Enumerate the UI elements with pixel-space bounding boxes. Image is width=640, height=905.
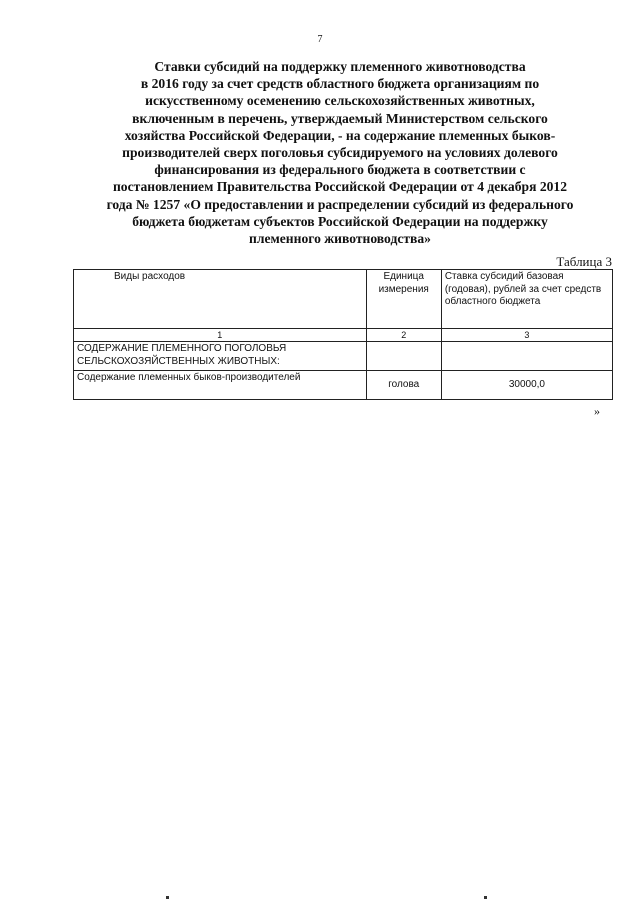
page-number: 7 (317, 34, 323, 45)
empty-cell (366, 342, 441, 371)
title-line: постановлением Правительства Российской Федерации от 4 декабря 2012 (112, 179, 568, 195)
scan-mark (166, 896, 169, 899)
table-caption: Таблица 3 (556, 254, 612, 269)
section-title: СОДЕРЖАНИЕ ПЛЕМЕННОГО ПОГОЛОВЬЯ СЕЛЬСКОХОЗЯЙСТВЕННЫХ ЖИВОТНЫХ: (74, 342, 367, 371)
empty-cell (441, 342, 612, 371)
unit-cell: голова (366, 371, 441, 400)
column-number: 1 (74, 329, 367, 342)
title-line: искусственному осеменению сельскохозяйственных животных, (145, 93, 535, 109)
title-line: Ставки субсидий на поддержку племенного животноводства (154, 59, 526, 74)
title-line: года № 1257 «О предоставлении и распределении субсидий из федерального (106, 196, 574, 212)
title-line: хозяйства Российской Федерации, - на содержание племенных быков- (124, 127, 556, 143)
scan-mark (484, 896, 487, 899)
section-row (74, 342, 613, 371)
title-line: бюджета бюджетам субъектов Российской Федерации на поддержку (132, 213, 548, 229)
rate-cell: 30000,0 (441, 371, 612, 400)
column-number: 2 (366, 329, 441, 342)
table-row (74, 371, 613, 400)
document-title (60, 58, 620, 247)
header-unit: Единица измерения (366, 270, 441, 329)
title-line: производителей сверх поголовья субсидируемого на условиях долевого (122, 145, 558, 161)
subsidy-rates-table (73, 269, 613, 400)
header-rate: Ставка субсидий базовая (годовая), рублей за счет средств областного бюджета (441, 270, 612, 329)
table-header-row (74, 270, 613, 329)
column-number-row (74, 329, 613, 342)
title-line: включенным в перечень, утверждаемый Министерством сельского (132, 110, 548, 126)
column-number: 3 (441, 329, 612, 342)
closing-quote: » (594, 404, 600, 418)
header-expense-type: Виды расходов (74, 270, 367, 329)
title-line: финансирования из федерального бюджета в соответствии с (154, 162, 526, 178)
title-line: племенного животноводства» (249, 231, 431, 247)
title-line: в 2016 году за счет средств областного бюджета организациям по (140, 76, 540, 92)
expense-cell: Содержание племенных быков-производителей (74, 371, 367, 400)
